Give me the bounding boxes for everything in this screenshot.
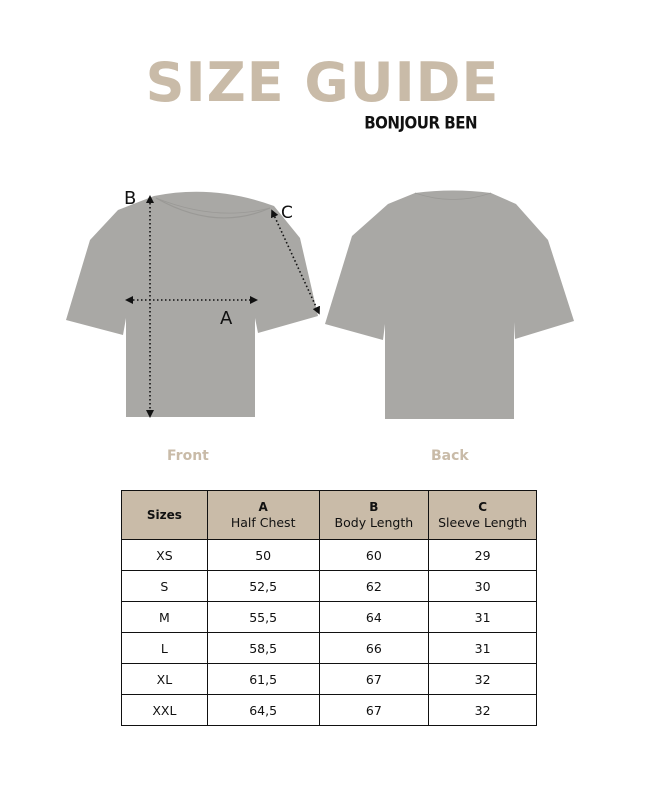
front-caption: Front xyxy=(167,448,209,464)
brand-name: BONJOUR BEN xyxy=(364,113,477,133)
size-cell: S xyxy=(122,571,208,602)
half-chest-cell: 61,5 xyxy=(207,664,319,695)
size-cell: M xyxy=(122,602,208,633)
half-chest-cell: 55,5 xyxy=(207,602,319,633)
sleeve-length-cell: 32 xyxy=(429,664,537,695)
body-length-cell: 64 xyxy=(319,602,429,633)
body-length-cell: 62 xyxy=(319,571,429,602)
column-header-letter: C xyxy=(478,499,488,514)
sleeve-length-cell: 31 xyxy=(429,633,537,664)
sleeve-length-cell: 30 xyxy=(429,571,537,602)
back-caption: Back xyxy=(431,448,469,464)
column-header-sizes: Sizes xyxy=(122,491,208,540)
body-length-cell: 66 xyxy=(319,633,429,664)
column-header-half-chest xyxy=(207,491,319,540)
column-header-label: Sleeve Length xyxy=(438,514,528,530)
front-tshirt xyxy=(66,192,318,417)
page-title: SIZE GUIDE xyxy=(145,51,500,114)
table-row xyxy=(122,602,537,633)
table-header-row xyxy=(122,491,537,540)
body-length-cell: 67 xyxy=(319,695,429,726)
column-header-body-length xyxy=(319,491,429,540)
half-chest-cell: 52,5 xyxy=(207,571,319,602)
column-header-letter: A xyxy=(258,499,268,514)
sleeve-length-cell: 31 xyxy=(429,602,537,633)
column-header-label: Half Chest xyxy=(230,514,296,530)
measure-label-b: B xyxy=(124,188,137,209)
sleeve-length-cell: 29 xyxy=(429,540,537,571)
table-row xyxy=(122,695,537,726)
half-chest-cell: 50 xyxy=(207,540,319,571)
size-cell: XXL xyxy=(122,695,208,726)
column-header-sleeve-length xyxy=(429,491,537,540)
column-header-letter: B xyxy=(369,499,379,514)
table-row xyxy=(122,571,537,602)
table-row xyxy=(122,664,537,695)
sleeve-length-cell: 32 xyxy=(429,695,537,726)
measure-label-c: C xyxy=(281,203,293,223)
back-tshirt xyxy=(325,191,574,420)
table-row xyxy=(122,540,537,571)
body-length-cell: 67 xyxy=(319,664,429,695)
size-cell: XL xyxy=(122,664,208,695)
half-chest-cell: 64,5 xyxy=(207,695,319,726)
measure-label-a: A xyxy=(220,308,233,329)
size-table xyxy=(121,490,537,726)
size-cell: L xyxy=(122,633,208,664)
column-header-label: Body Length xyxy=(334,514,414,530)
size-cell: XS xyxy=(122,540,208,571)
table-row xyxy=(122,633,537,664)
half-chest-cell: 58,5 xyxy=(207,633,319,664)
body-length-cell: 60 xyxy=(319,540,429,571)
